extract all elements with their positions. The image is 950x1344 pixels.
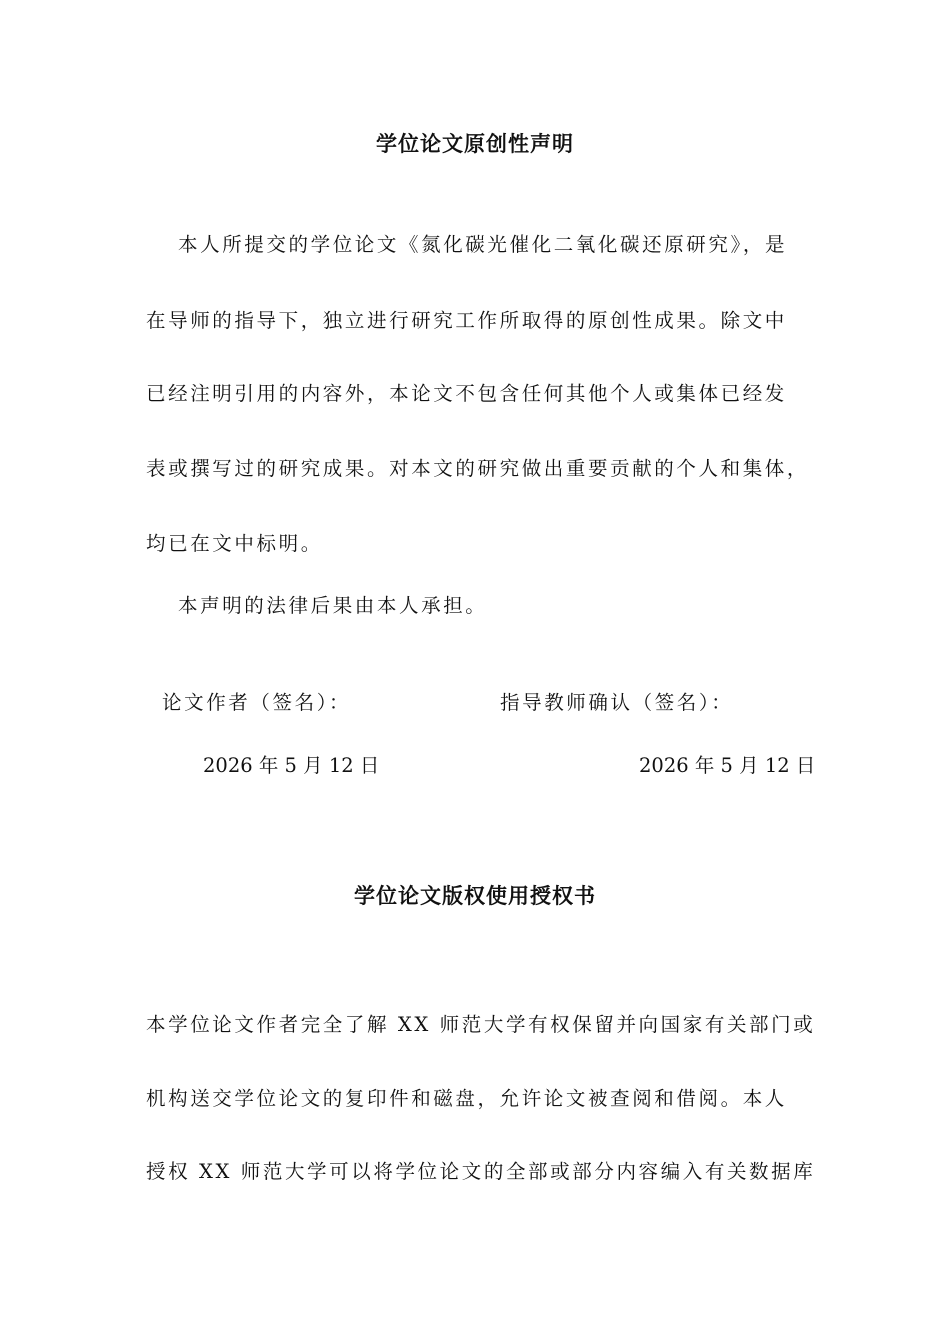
declaration-title: 学位论文原创性声明 (376, 132, 574, 156)
authorization-line-3: 授权 XX 师范大学可以将学位论文的全部或部分内容编入有关数据库 (146, 1160, 816, 1183)
authorization-line-2: 机构送交学位论文的复印件和磁盘，允许论文被查阅和借阅。本人 (146, 1087, 787, 1110)
legal-statement: 本声明的法律后果由本人承担。 (178, 594, 488, 617)
declaration-line-1: 本人所提交的学位论文《氮化碳光催化二氧化碳还原研究》，是 (178, 233, 788, 256)
author-signature-label: 论文作者（签名）： (162, 691, 352, 714)
advisor-signature-date: 2026 年 5 月 12 日 (639, 754, 816, 777)
declaration-line-4: 表或撰写过的研究成果。对本文的研究做出重要贡献的个人和集体， (146, 457, 810, 480)
authorization-line-1: 本学位论文作者完全了解 XX 师范大学有权保留并向国家有关部门或 (146, 1013, 816, 1036)
authorization-title: 学位论文版权使用授权书 (354, 884, 596, 908)
author-signature-date: 2026 年 5 月 12 日 (203, 754, 380, 777)
declaration-line-5: 均已在文中标明。 (146, 532, 323, 555)
declaration-line-3: 已经注明引用的内容外，本论文不包含任何其他个人或集体已经发 (146, 382, 787, 405)
declaration-line-2: 在导师的指导下，独立进行研究工作所取得的原创性成果。除文中 (146, 309, 787, 332)
advisor-signature-label: 指导教师确认（签名）： (500, 691, 734, 714)
